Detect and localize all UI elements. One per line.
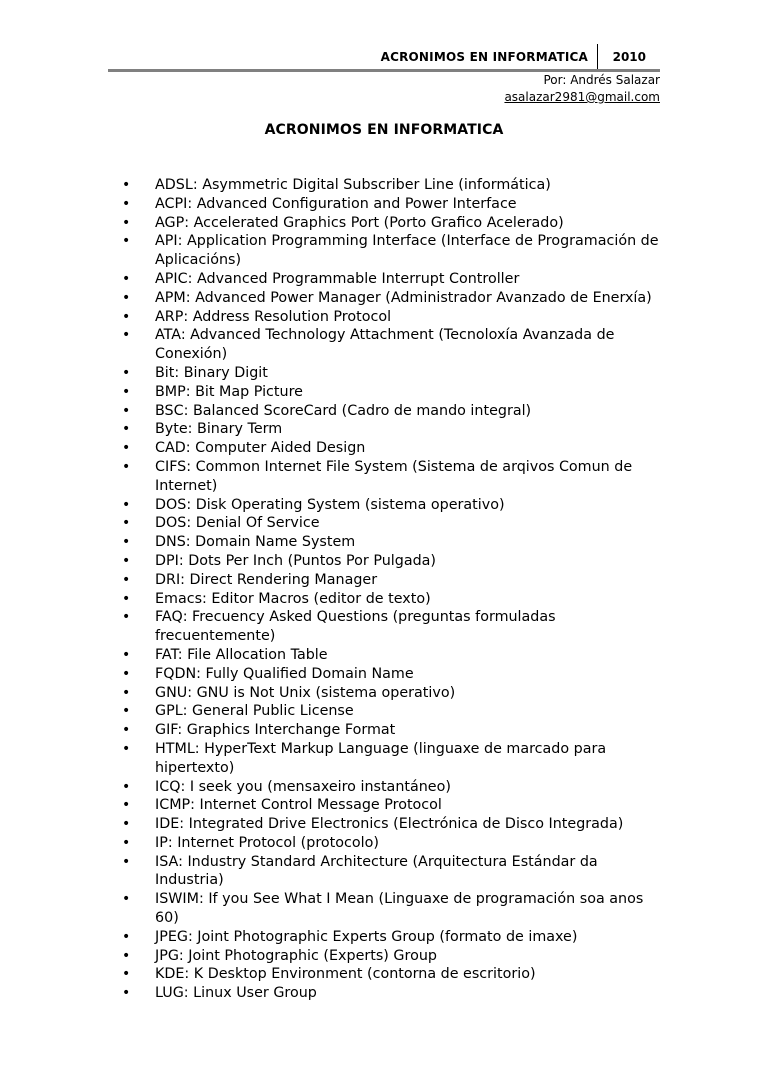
- author-email-link[interactable]: asalazar2981@gmail.com: [504, 90, 660, 104]
- list-item: [108, 608, 668, 646]
- list-item-text: GPL: General Public License: [155, 703, 354, 720]
- bullet-icon: •: [122, 364, 131, 381]
- list-item-text: CAD: Computer Aided Design: [155, 440, 366, 457]
- list-item-text: DRI: Direct Rendering Manager: [155, 571, 378, 588]
- list-item: [108, 815, 668, 834]
- bullet-icon: •: [122, 383, 131, 400]
- bullet-icon: •: [122, 609, 131, 626]
- list-item: [108, 326, 668, 364]
- list-item-text: GIF: Graphics Interchange Format: [155, 722, 396, 739]
- list-item: [108, 646, 668, 665]
- list-item: [108, 176, 668, 195]
- bullet-icon: •: [122, 534, 131, 551]
- list-item-text: GNU: GNU is Not Unix (sistema operativo): [155, 684, 456, 701]
- list-item: [108, 665, 668, 684]
- page-header: [108, 44, 660, 70]
- list-item: [108, 702, 668, 721]
- list-item-text: ACPI: Advanced Configuration and Power Interface: [155, 195, 517, 212]
- bullet-icon: •: [122, 308, 131, 325]
- list-item-text: ISA: Industry Standard Architecture (Arquitectura Estándar da Industria): [155, 853, 598, 889]
- list-item-text: ICMP: Internet Control Message Protocol: [155, 797, 442, 814]
- list-item-text: IDE: Integrated Drive Electronics (Electrónica de Disco Integrada): [155, 816, 624, 833]
- bullet-icon: •: [122, 177, 131, 193]
- bullet-icon: •: [122, 552, 131, 569]
- header-title: ACRONIMOS EN INFORMATICA: [380, 50, 588, 64]
- list-item: [108, 533, 668, 552]
- list-item: [108, 496, 668, 515]
- bullet-icon: •: [122, 458, 131, 475]
- list-item-text: HTML: HyperText Markup Language (linguaxe de marcado para hipertexto): [155, 740, 607, 776]
- list-item-text: APIC: Advanced Programmable Interrupt Controller: [155, 270, 520, 287]
- bullet-icon: •: [122, 496, 131, 513]
- list-item-text: API: Application Programming Interface (Interface de Programación de Aplicacións): [155, 233, 659, 269]
- list-item: [108, 721, 668, 740]
- list-item: [108, 928, 668, 947]
- header-rule: [108, 69, 660, 72]
- header-year: 2010: [612, 50, 646, 64]
- bullet-icon: •: [122, 214, 131, 231]
- list-item-text: BSC: Balanced ScoreCard (Cadro de mando integral): [155, 402, 532, 419]
- list-item-text: ATA: Advanced Technology Attachment (Tecnoloxía Avanzada de Conexión): [155, 327, 615, 363]
- author-line: Por: Andrés Salazar: [543, 73, 660, 87]
- list-item: [108, 308, 668, 327]
- bullet-icon: •: [122, 590, 131, 607]
- list-item: [108, 590, 668, 609]
- list-item: [108, 383, 668, 402]
- bullet-icon: •: [122, 195, 131, 212]
- bullet-icon: •: [122, 740, 131, 757]
- list-item: [108, 834, 668, 853]
- bullet-icon: •: [122, 797, 131, 814]
- list-item-text: AGP: Accelerated Graphics Port (Porto Grafico Acelerado): [155, 214, 564, 231]
- bullet-icon: •: [122, 684, 131, 701]
- list-item-text: Byte: Binary Term: [155, 421, 283, 438]
- list-item-text: FQDN: Fully Qualified Domain Name: [155, 665, 414, 682]
- bullet-icon: •: [122, 646, 131, 663]
- bullet-icon: •: [122, 233, 131, 250]
- list-item: [108, 778, 668, 797]
- list-item: [108, 984, 668, 1003]
- bullet-icon: •: [122, 985, 131, 1002]
- list-item: [108, 270, 668, 289]
- list-item: [108, 796, 668, 815]
- list-item-text: KDE: K Desktop Environment (contorna de escritorio): [155, 966, 536, 983]
- bullet-icon: •: [122, 947, 131, 964]
- bullet-icon: •: [122, 571, 131, 588]
- bullet-icon: •: [122, 816, 131, 833]
- list-item-text: JPG: Joint Photographic (Experts) Group: [155, 947, 437, 964]
- bullet-icon: •: [122, 966, 131, 983]
- bullet-icon: •: [122, 778, 131, 795]
- list-item: [108, 740, 668, 778]
- list-item: [108, 402, 668, 421]
- list-item: [108, 458, 668, 496]
- bullet-icon: •: [122, 891, 131, 908]
- list-item-text: FAT: File Allocation Table: [155, 646, 328, 663]
- list-item-text: ARP: Address Resolution Protocol: [155, 308, 392, 325]
- list-item-text: JPEG: Joint Photographic Experts Group (formato de imaxe): [155, 928, 578, 945]
- list-item-text: DPI: Dots Per Inch (Puntos Por Pulgada): [155, 552, 436, 569]
- bullet-icon: •: [122, 853, 131, 870]
- list-item: [108, 289, 668, 308]
- list-item: [108, 684, 668, 703]
- list-item: [108, 364, 668, 383]
- list-item: [108, 853, 668, 891]
- list-item-text: DOS: Denial Of Service: [155, 515, 320, 532]
- list-item-text: FAQ: Frecuency Asked Questions (preguntas formuladas frecuentemente): [155, 609, 556, 645]
- bullet-icon: •: [122, 665, 131, 682]
- list-item: [108, 232, 668, 270]
- list-item-text: BMP: Bit Map Picture: [155, 383, 303, 400]
- list-item-text: APM: Advanced Power Manager (Administrador Avanzado de Enerxía): [155, 289, 652, 306]
- list-item: [108, 420, 668, 439]
- list-item-text: LUG: Linux User Group: [155, 985, 317, 1002]
- bullet-icon: •: [122, 834, 131, 851]
- list-item: [108, 552, 668, 571]
- list-item: [108, 514, 668, 533]
- document-title: ACRONIMOS EN INFORMATICA: [264, 122, 504, 138]
- bullet-icon: •: [122, 327, 131, 344]
- bullet-icon: •: [122, 928, 131, 945]
- list-item: [108, 195, 668, 214]
- bullet-icon: •: [122, 270, 131, 287]
- list-item: [108, 214, 668, 233]
- list-item-text: DNS: Domain Name System: [155, 534, 356, 551]
- bullet-icon: •: [122, 722, 131, 739]
- bullet-icon: •: [122, 402, 131, 419]
- bullet-icon: •: [122, 421, 131, 438]
- list-item: [108, 947, 668, 966]
- bullet-icon: •: [122, 515, 131, 532]
- list-item: [108, 439, 668, 458]
- list-item-text: Bit: Binary Digit: [155, 364, 268, 381]
- list-item-text: DOS: Disk Operating System (sistema operativo): [155, 496, 505, 513]
- list-item-text: ICQ: I seek you (mensaxeiro instantáneo): [155, 778, 451, 795]
- bullet-icon: •: [122, 289, 131, 306]
- bullet-icon: •: [122, 440, 131, 457]
- list-item-text: IP: Internet Protocol (protocolo): [155, 834, 379, 851]
- list-item-text: ADSL: Asymmetric Digital Subscriber Line (informática): [155, 177, 551, 193]
- header-divider: [597, 44, 598, 70]
- list-item-text: Emacs: Editor Macros (editor de texto): [155, 590, 431, 607]
- list-item: [108, 571, 668, 590]
- list-item-text: CIFS: Common Internet File System (Sistema de arqivos Comun de Internet): [155, 458, 633, 494]
- bullet-icon: •: [122, 703, 131, 720]
- acronym-list: [108, 176, 668, 1003]
- list-item: [108, 965, 668, 984]
- list-item-text: ISWIM: If you See What I Mean (Linguaxe de programación soa anos 60): [155, 891, 644, 927]
- list-item: [108, 890, 668, 928]
